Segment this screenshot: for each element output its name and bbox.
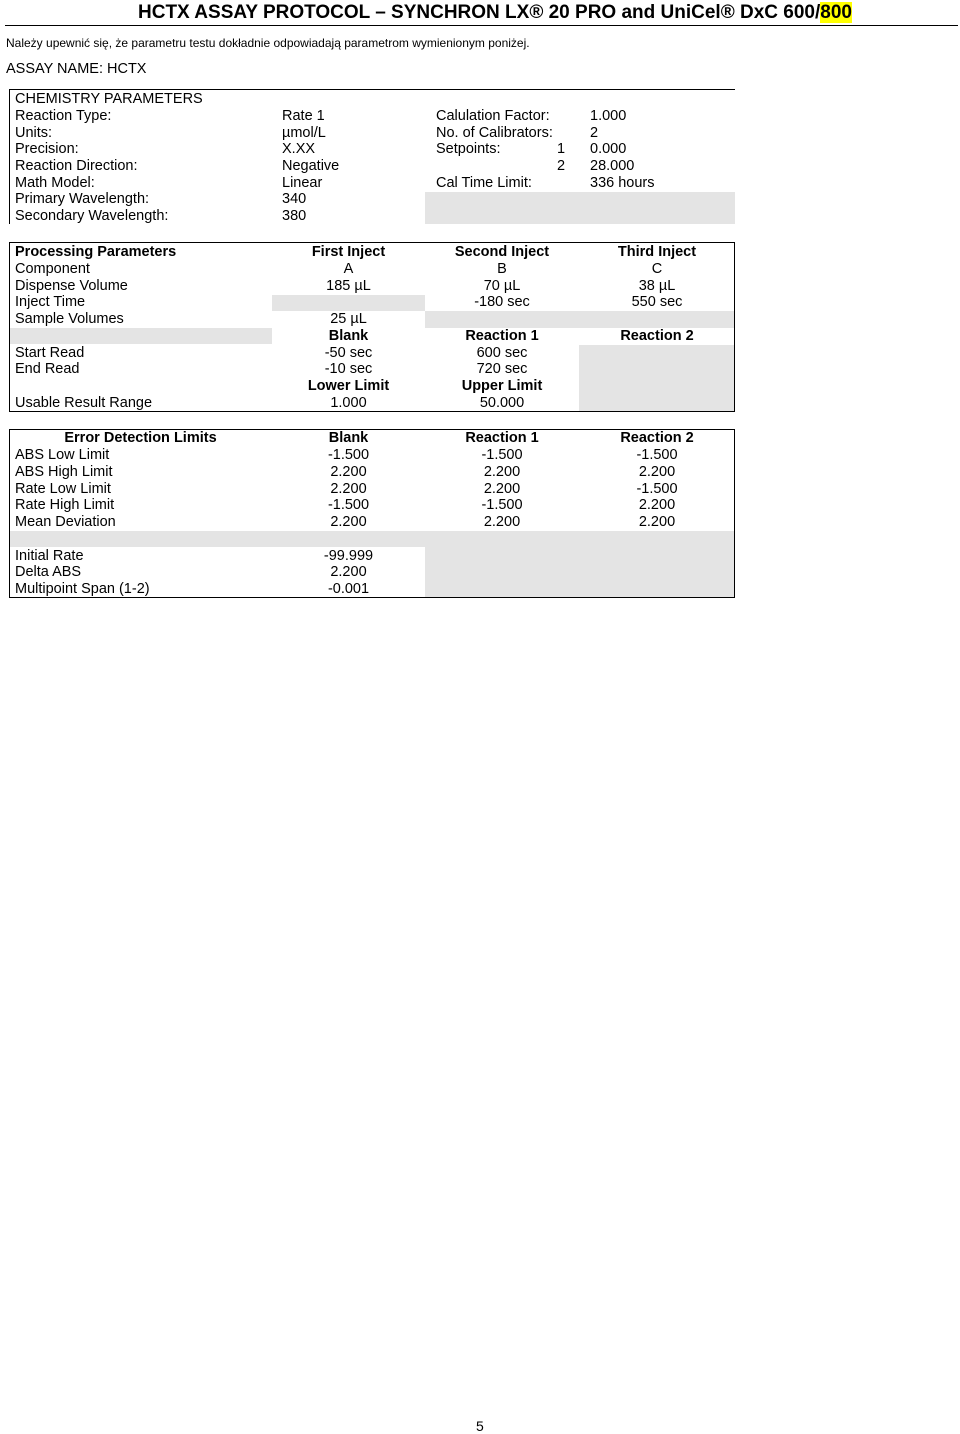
setpoints-label: Setpoints:: [436, 141, 501, 157]
proc-cell: 600 sec: [476, 345, 528, 361]
chem-value: Negative: [282, 158, 340, 174]
proc-cell: C: [651, 261, 663, 277]
proc-row-label: Usable Result Range: [15, 395, 153, 411]
proc-cell: 38 µL: [638, 278, 676, 294]
err-cell: 2.200: [638, 497, 676, 513]
setpoint-value: 0.000: [590, 141, 627, 157]
proc-subheader: Upper Limit: [461, 378, 543, 394]
proc-cell: 720 sec: [476, 361, 528, 377]
err-cell: -1.500: [481, 497, 523, 513]
proc-subheader: Reaction 1: [465, 328, 539, 344]
err-row-label: ABS Low Limit: [15, 447, 110, 463]
chem-shaded-cell: [425, 192, 735, 224]
err-header: Error Detection Limits: [64, 430, 217, 446]
err-row-label: Rate Low Limit: [15, 481, 111, 497]
err-row-label: Mean Deviation: [15, 514, 116, 530]
err-left-border: [9, 429, 10, 598]
err-cell: 2.200: [638, 464, 676, 480]
calc-factor-value: 1.000: [590, 108, 627, 124]
page-number: 5: [476, 1418, 484, 1434]
err-header: Reaction 1: [465, 430, 539, 446]
chem-value: Linear: [282, 175, 323, 191]
chem-label: Reaction Direction:: [15, 158, 138, 174]
chem-label: Units:: [15, 125, 53, 141]
err-cell: 2.200: [483, 481, 521, 497]
proc-shaded-cell: [9, 328, 272, 344]
calc-factor-label: Calulation Factor:: [436, 108, 550, 124]
chem-value: X.XX: [282, 141, 316, 157]
proc-cell: 70 µL: [483, 278, 521, 294]
proc-left-border: [9, 242, 10, 412]
setpoint-index: 2: [557, 158, 566, 174]
err-row-label: Initial Rate: [15, 548, 84, 564]
chem-value: µmol/L: [282, 125, 326, 141]
err-cell: 2.200: [330, 514, 367, 530]
proc-header: Processing Parameters: [15, 244, 177, 260]
proc-row-label: End Read: [15, 361, 80, 377]
err-cell: 2.200: [330, 481, 367, 497]
err-cell: 2.200: [638, 514, 676, 530]
proc-cell: -50 sec: [324, 345, 373, 361]
chem-label: Math Model:: [15, 175, 95, 191]
err-header: Reaction 2: [620, 430, 694, 446]
err-cell: 2.200: [483, 514, 521, 530]
setpoint-value: 28.000: [590, 158, 635, 174]
chem-value: 340: [282, 191, 307, 207]
proc-row-label: Component: [15, 261, 90, 277]
chem-left-border: [9, 89, 10, 224]
proc-cell: 185 µL: [326, 278, 371, 294]
proc-header: Second Inject: [454, 244, 550, 260]
proc-cell: 550 sec: [631, 294, 683, 310]
err-cell: -1.500: [481, 447, 523, 463]
num-calibrators-value: 2: [590, 125, 599, 141]
proc-cell: A: [343, 261, 354, 277]
chem-label: Reaction Type:: [15, 108, 112, 124]
chem-value: 380: [282, 208, 307, 224]
num-calibrators-label: No. of Calibrators:: [436, 125, 553, 141]
proc-row-label: Inject Time: [15, 294, 86, 310]
proc-cell: 1.000: [330, 395, 367, 411]
cal-time-value: 336 hours: [590, 175, 655, 191]
proc-header: Third Inject: [617, 244, 697, 260]
chem-value: Rate 1: [282, 108, 325, 124]
chem-label: Secondary Wavelength:: [15, 208, 169, 224]
proc-shaded-cell: [272, 295, 425, 311]
proc-subheader: Lower Limit: [307, 378, 390, 394]
err-cell: -99.999: [323, 548, 374, 564]
err-cell: -1.500: [327, 447, 370, 463]
chem-label: Precision:: [15, 141, 79, 157]
proc-shaded-cell: [579, 345, 735, 412]
proc-cell: 50.000: [479, 395, 525, 411]
err-shaded-row: [9, 531, 735, 547]
instruction-note: Należy upewnić się, że parametru testu dokładnie odpowiadają parametrom wymienionym poniżej.: [6, 36, 530, 50]
chem-top-border: [9, 89, 735, 90]
err-cell: 2.200: [483, 464, 521, 480]
err-cell: -1.500: [636, 481, 678, 497]
assay-name: ASSAY NAME: HCTX: [6, 61, 147, 77]
err-cell: -1.500: [327, 497, 370, 513]
err-header: Blank: [328, 430, 369, 446]
proc-cell: 25 µL: [330, 311, 367, 327]
err-shaded-cell: [425, 547, 735, 597]
err-row-label: Multipoint Span (1-2): [15, 581, 150, 597]
page-title: HCTX ASSAY PROTOCOL – SYNCHRON LX® 20 PRO and UniCel® DxC 600/800: [138, 2, 852, 23]
proc-row-label: Sample Volumes: [15, 311, 124, 327]
err-cell: 2.200: [330, 464, 367, 480]
proc-subheader: Reaction 2: [620, 328, 694, 344]
highlighted-model: 800: [820, 2, 852, 23]
err-cell: 2.200: [330, 564, 367, 580]
proc-shaded-cell: [425, 311, 735, 328]
proc-row-label: Dispense Volume: [15, 278, 128, 294]
proc-bottom-border: [9, 411, 735, 412]
title-rule: [5, 25, 958, 26]
proc-row-label: Start Read: [15, 345, 85, 361]
err-cell: -0.001: [327, 581, 370, 597]
chem-heading: CHEMISTRY PARAMETERS: [15, 91, 203, 107]
cal-time-label: Cal Time Limit:: [436, 175, 532, 191]
err-bottom-border: [9, 597, 735, 598]
proc-header: First Inject: [311, 244, 386, 260]
err-cell: -1.500: [636, 447, 678, 463]
proc-cell: B: [497, 261, 507, 277]
err-row-label: Delta ABS: [15, 564, 82, 580]
err-row-label: ABS High Limit: [15, 464, 113, 480]
proc-subheader: Blank: [328, 328, 369, 344]
proc-cell: -180 sec: [474, 294, 530, 310]
proc-top-border: [9, 242, 735, 243]
setpoint-index: 1: [557, 141, 566, 157]
err-row-label: Rate High Limit: [15, 497, 115, 513]
proc-cell: -10 sec: [324, 361, 373, 377]
chem-label: Primary Wavelength:: [15, 191, 150, 207]
